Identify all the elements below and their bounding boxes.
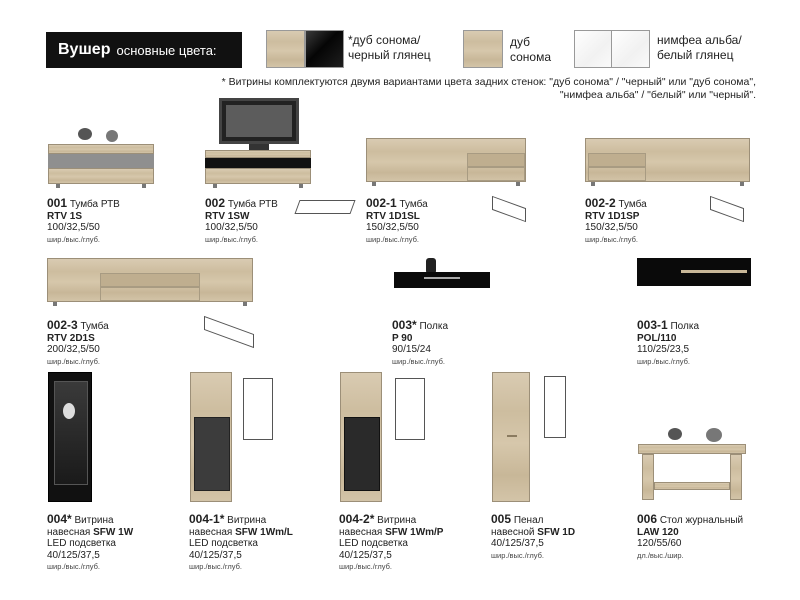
product-dims: 100/32,5/50 [205,222,258,233]
dims-unit: шир./выс./глуб. [339,562,392,571]
product-image-004-2 [340,372,384,504]
note-line: "нимфеа альба" / "белый" или "черный". [559,89,756,101]
product-sketch-005 [544,376,566,438]
product-caption-001 [47,198,120,245]
product-code: LAW 120 [637,526,679,538]
product-caption-002-1 [366,198,428,245]
decor-vase [668,428,682,440]
shelf-body [394,272,490,288]
product-type: Витрина [74,515,114,526]
cabinet-drawer [205,168,311,184]
product-dims: 40/125/37,5 [339,549,392,561]
cabinet-niche [48,154,154,168]
product-caption-003-1 [637,320,699,367]
product-sketch-002 [294,200,355,214]
cabinet-body [366,138,526,182]
product-image-004 [48,372,94,504]
product-sketch-002-1 [492,196,526,222]
product-image-005 [492,372,532,504]
dims-unit: шир./выс./глуб. [47,234,100,244]
vitrine-body [340,372,382,502]
dims-unit: шир./выс./глуб. [205,234,258,244]
color-label-line: сонома [510,50,552,64]
note-line: * Витрины комплектуются двумя вариантами цвета задних стенок: "дуб сонома" / "черный" или "дуб сонома", [221,76,756,88]
color-swatch-oak [463,30,503,68]
product-number: 004* [47,512,72,526]
product-number: 002-2 [585,196,616,210]
product-dims: 200/32,5/50 [47,344,100,355]
dims-unit: шир./выс./глуб. [637,356,690,366]
black-swatch-half [305,30,344,68]
product-image-003 [394,258,494,290]
white-swatch-half [574,30,612,68]
product-type: Тумба РТВ [227,199,278,210]
product-caption-004-1 [189,514,293,573]
cabinet-drawer [48,168,154,184]
product-dims: 40/125/37,5 [47,549,100,561]
product-feature: LED подсветка [189,538,258,549]
shelf-body [637,258,751,286]
product-caption-004 [47,514,133,573]
color-label-oak [510,35,551,65]
product-code: RTV 1D1SP [585,210,640,222]
product-type-extra: навесная [189,526,233,538]
product-number: 005 [491,512,512,526]
dims-unit: шир./выс./глуб. [491,550,544,560]
decor-vase [106,130,118,142]
color-swatch-oak-black [266,30,344,68]
product-image-002-2 [585,138,753,188]
product-dims: 90/15/24 [392,344,431,355]
product-feature: LED подсветка [47,538,116,549]
product-caption-005 [491,514,575,561]
product-type-extra: навесной [491,526,535,538]
product-code: SFW 1Wm/P [385,526,444,538]
dims-unit: шир./выс./глуб. [366,234,419,244]
table-top [638,444,746,454]
product-sketch-002-3 [204,316,254,348]
product-type: Пенал [513,515,544,526]
product-type: Тумба РТВ [69,199,120,210]
product-sketch-004-2 [395,378,425,440]
product-type: Витрина [227,515,267,526]
product-image-001 [48,128,156,190]
white-gloss-swatch-half [612,30,650,68]
oak-swatch-half [266,30,305,68]
product-dims: 110/25/23,5 [637,344,690,355]
cabinet-body [585,138,750,182]
product-type: Тумба [399,199,428,210]
color-label-line: *дуб сонома/ [348,33,421,47]
color-label-line: нимфеа альба/ [657,33,742,47]
product-caption-002 [205,198,278,245]
collection-subtitle: основные цвета: [116,42,217,58]
product-number: 002-1 [366,196,397,210]
product-code: SFW 1D [537,526,576,538]
collection-name: Вушер [58,41,111,58]
product-code: POL/110 [637,332,677,344]
decor-vase [78,128,92,140]
product-type: Стол журнальный [659,515,744,526]
product-code: P 90 [392,332,413,344]
dims-unit: шир./выс./глуб. [47,356,100,366]
cabinet-top [205,150,311,158]
product-type-extra: навесная [339,526,383,538]
product-number: 001 [47,196,68,210]
dims-unit: шир./выс./глуб. [189,562,242,571]
dims-unit: шир./выс./глуб. [392,356,445,366]
product-type: Тумба [80,321,109,332]
product-caption-006 [637,514,743,561]
color-label-white [657,33,742,63]
collection-banner [46,32,242,68]
product-number: 002-3 [47,318,78,332]
product-dims: 100/32,5/50 [47,222,100,233]
cabinet-body [47,258,253,302]
dims-unit: дл./выс./шир. [637,550,684,560]
product-type: Полка [419,321,449,332]
product-image-002-3 [47,258,257,306]
color-label-oak-black [348,33,431,63]
dims-unit: шир./выс./глуб. [47,562,100,571]
product-type-extra: навесная [47,526,91,538]
product-number: 006 [637,512,658,526]
product-type: Тумба [618,199,647,210]
product-type: Витрина [377,515,417,526]
product-dims: 40/125/37,5 [189,549,242,561]
color-label-line: белый глянец [657,48,734,62]
product-number: 004-2* [339,512,375,526]
product-dims: 40/125/37,5 [491,538,544,549]
vitrine-body [48,372,92,502]
product-code: RTV 1S [47,210,83,222]
tv-screen [219,98,299,144]
cabinet-top [48,144,154,154]
table-leg [642,454,654,500]
product-dims: 120/55/60 [637,538,682,549]
product-number: 003-1 [637,318,668,332]
product-code: RTV 1D1SL [366,210,420,222]
product-sketch-004-1 [243,378,273,440]
product-dims: 150/32,5/50 [366,222,419,233]
product-image-002 [205,98,315,190]
product-number: 003* [392,318,417,332]
color-label-line: дуб [510,35,531,49]
product-caption-003 [392,320,448,367]
vitrine-body [190,372,232,502]
product-code: SFW 1Wm/L [235,526,293,538]
product-code: RTV 2D1S [47,332,95,344]
cabinet-gloss-front [205,158,311,168]
cabinet-body [492,372,530,502]
product-feature: LED подсветка [339,538,408,549]
product-caption-002-2 [585,198,647,245]
product-image-004-1 [190,372,234,504]
color-swatch-white [574,30,650,68]
product-number: 002 [205,196,226,210]
product-image-002-1 [366,138,528,188]
product-sketch-002-2 [710,196,744,222]
product-code: SFW 1W [93,526,134,538]
dims-unit: шир./выс./глуб. [585,234,638,244]
table-leg [730,454,742,500]
product-image-003-1 [637,258,753,288]
table-shelf [654,482,730,490]
product-caption-002-3 [47,320,109,367]
product-caption-004-2 [339,514,443,573]
product-number: 004-1* [189,512,225,526]
color-label-line: черный глянец [348,48,431,62]
product-type: Полка [670,321,700,332]
product-dims: 150/32,5/50 [585,222,638,233]
product-image-006 [638,428,750,504]
product-code: RTV 1SW [205,210,250,222]
decor-vase [706,428,722,442]
